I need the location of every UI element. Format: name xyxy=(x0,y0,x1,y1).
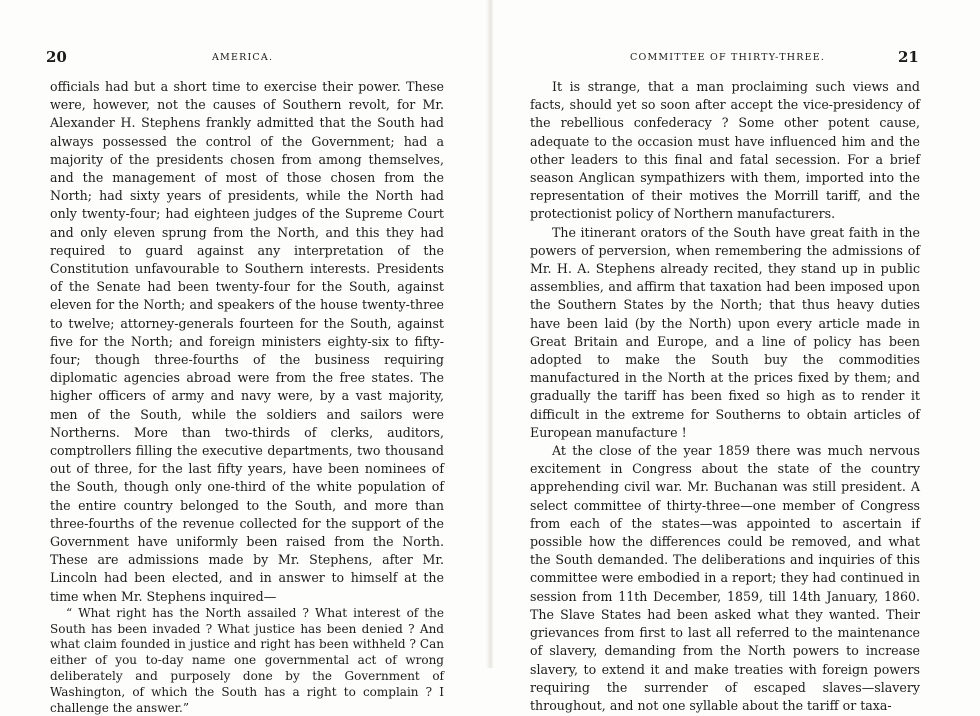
left-running-head: AMERICA. xyxy=(212,52,274,63)
left-page-number: 20 xyxy=(46,48,67,66)
right-paragraph-1: It is strange, that a man proclaiming such views and facts, should yet so soon after accept the vice-presidency of the rebellious confederacy ? Some other potent cause, adequate to the occasion must have influenced him and the other leaders to this final and fatal secession. For a brief season Anglican sympathizers with them, imported into the representation of their motives the Morrill tariff, and the protectionist policy of Northern manufacturers. xyxy=(530,79,920,222)
right-body-text xyxy=(530,78,920,715)
right-paragraph-3: At the close of the year 1859 there was much nervous excitement in Congress about the state of the country apprehending civil war. Mr. Buchanan was still president. A select committee of thirty-three—one member of Congress from each of the states—was appointed to ascertain if possible how the differences could be removed, and what the South demanded. The deliberations and inquiries of this committee were embodied in a report; they had continued in session from 11th December, 1859, till 14th January, 1860. The Slave States had been asked what they wanted. Their grievances from first to last all referred to the maintenance of slavery, demanding from the North powers to increase slavery, to extend it and make treaties with foreign powers requiring the surrender of escaped slaves—slavery throughout, and not one syllable about the tariff or taxa- xyxy=(530,443,920,713)
left-body-text xyxy=(50,78,444,716)
right-page xyxy=(490,0,980,713)
left-paragraph-1: officials had but a short time to exercise their power. These were, however, not the causes of Southern revolt, for Mr. Alexander H. Stephens frankly admitted that the South had always possessed the control of the Government; had a majority of the presidents chosen from among themselves, and the management of most of those chosen from the North; had sixty years of presidents, while the North had only twenty-four; had eighteen judges of the Supreme Court and only eleven sprung from the North, and this they had required to guard against any interpretation of the Constitution unfavourable to Southern interests. Presidents of the Senate had been twenty-four for the South, against eleven for the North; and speakers of the house twenty-three to twelve; attorney-generals fourteen for the South, against five for the North; and foreign ministers eighty-six to fifty-four; though three-fourths of the business requiring diplomatic agencies abroad were from the free states. The higher officers of army and navy were, by a vast majority, men of the South, while the soldiers and sailors were Northerns. More than two-thirds of clerks, auditors, comptrollers filling the executive departments, two thousand out of three, for the last fifty years, have been nominees of the South, though only one-third of the white population of the entire country belonged to the South, and more than three-fourths of the revenue collected for the support of the Government have uniformly been raised from the North. These are admissions made by Mr. Stephens, after Mr. Lincoln had been elected, and in answer to himself at the time when Mr. Stephens inquired— xyxy=(50,79,444,604)
right-running-head: COMMITTEE OF THIRTY-THREE. xyxy=(630,52,826,63)
right-page-number: 21 xyxy=(898,48,919,66)
left-page xyxy=(0,0,490,715)
left-block-quote: “ What right has the North assailed ? What interest of the South has been invaded ? What justice has been denied ? And what claim founded in justice and right has been withheld ? Can either of you to-day name one governmental act of wrong deliberately and purposely done by the Government of Washington, of which the South has a right to complain ? I challenge the answer.” xyxy=(50,605,444,715)
right-paragraph-2: The itinerant orators of the South have great faith in the powers of perversion, when remembering the admissions of Mr. H. A. Stephens already recited, they stand up in public assemblies, and affirm that taxation had been imposed upon the Southern States by the North; that thus heavy duties have been laid (by the North) upon every article made in Great Britain and Europe, and a line of policy has been adopted to make the South buy the commodities manufactured in the North at the prices fixed by them; and gradually the tariff has been fixed so high as to render it difficult in the extreme for Southerns to obtain articles of European manufacture ! xyxy=(530,224,920,440)
